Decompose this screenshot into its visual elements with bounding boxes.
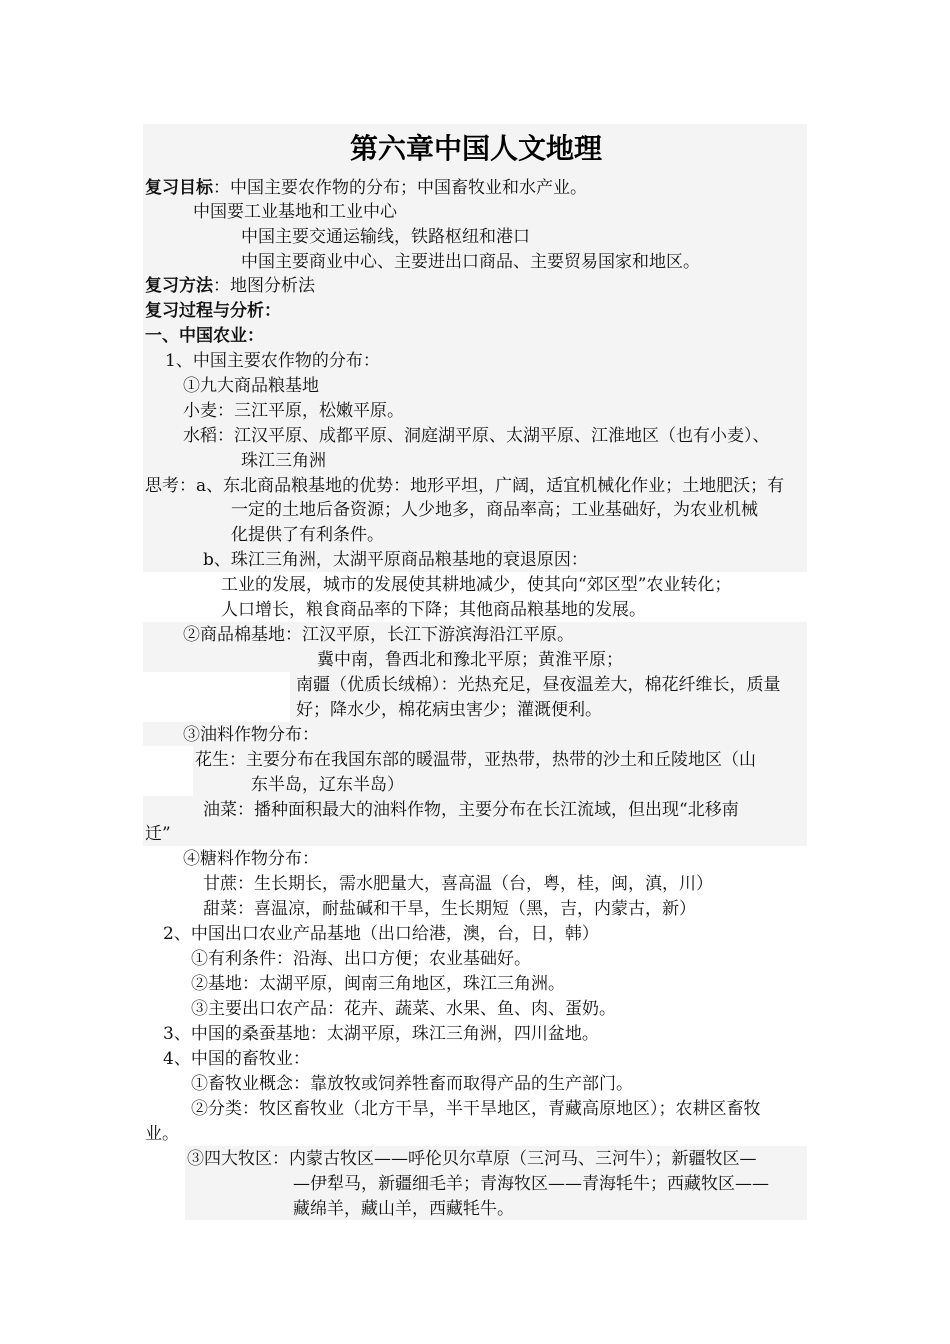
cotton-line-1: ②商品棉基地：江汉平原，长江下游滨海沿江平原。 (183, 625, 574, 645)
goals-line-1 (145, 176, 587, 200)
think-b-line-1: b、珠江三角洲，太湖平原商品粮基地的衰退原因： (203, 550, 588, 570)
pastoral-areas-line-2: —伊犁马，新疆细毛羊；青海牧区——青海牦牛；西藏牧区—— (293, 1174, 769, 1194)
think-b-line-2: 工业的发展，城市的发展使其耕地减少，使其向“郊区型”农业转化； (221, 575, 732, 595)
rice-line-2: 珠江三角洲 (241, 451, 326, 471)
think-b-line-3: 人口增长，粮食商品率的下降；其他商品粮基地的发展。 (221, 600, 646, 620)
think-a-line-1: 思考：a、东北商品粮基地的优势：地形平坦，广阔，适宜机械化作业；土地肥沃；有 (145, 476, 785, 496)
livestock-category-line-2: 业。 (145, 1124, 179, 1144)
think-a-line-3: 化提供了有利条件。 (231, 525, 384, 545)
method-text: ：地图分析法 (213, 276, 315, 296)
page-title: 第六章中国人文地理 (349, 132, 602, 165)
goals-line-3: 中国主要交通运输线，铁路枢纽和港口 (241, 227, 530, 247)
goals-line-2: 中国要工业基地和工业中心 (193, 202, 397, 222)
cotton-line-4: 好；降水少，棉花病虫害少；灌溉便利。 (296, 700, 602, 720)
goals-text-1: ：中国主要农作物的分布；中国畜牧业和水产业。 (213, 178, 587, 198)
grain-base-item: ①九大商品粮基地 (183, 376, 319, 396)
crops-heading: 1、中国主要农作物的分布： (165, 351, 380, 371)
wheat-line: 小麦：三江平原，松嫩平原。 (183, 401, 404, 421)
sugarcane-line: 甘蔗：生长期长，需水肥量大，喜高温（台，粤，桂，闽，滇，川） (203, 874, 713, 894)
livestock-category-line-1: ②分类：牧区畜牧业（北方干旱，半干旱地区，青藏高原地区）；农耕区畜牧 (191, 1099, 761, 1119)
rice-line-1: 水稻：江汉平原、成都平原、洞庭湖平原、太湖平原、江淮地区（也有小麦）、 (183, 426, 770, 446)
rape-line-1: 油菜：播种面积最大的油料作物，主要分布在长江流域，但出现“北移南 (203, 800, 739, 820)
goals-label: 复习目标 (145, 178, 213, 198)
pastoral-areas-line-3: 藏绵羊，藏山羊，西藏牦牛。 (293, 1199, 514, 1219)
export-base-line: ②基地：太湖平原，闽南三角地区，珠江三角洲。 (191, 974, 565, 994)
cotton-line-2: 冀中南，鲁西北和豫北平原；黄淮平原； (317, 650, 623, 670)
sugarbeet-line: 甜菜：喜温凉，耐盐碱和干旱，生长期短（黑，吉，内蒙古，新） (203, 899, 696, 919)
think-a-line-2: 一定的土地后备资源；人少地多，商品率高；工业基础好，为农业机械 (231, 500, 758, 520)
peanut-line-1: 花生：主要分布在我国东部的暖温带，亚热带，热带的沙土和丘陵地区（山 (195, 750, 756, 770)
livestock-heading: 4、中国的畜牧业： (163, 1049, 310, 1069)
rape-line-2: 迁” (145, 824, 171, 844)
cotton-line-3: 南疆（优质长绒棉）：光热充足，昼夜温差大，棉花纤维长，质量 (296, 675, 781, 695)
export-base-heading: 2、中国出口农业产品基地（出口给港，澳，台，日，韩） (163, 924, 599, 944)
livestock-concept-line: ①畜牧业概念：靠放牧或饲养牲畜而取得产品的生产部门。 (191, 1074, 633, 1094)
section-agriculture-heading: 一、中国农业： (145, 326, 264, 346)
silkworm-heading: 3、中国的桑蚕基地：太湖平原，珠江三角洲，四川盆地。 (163, 1024, 599, 1044)
export-condition-line: ①有利条件：沿海、出口方便；农业基础好。 (191, 949, 531, 969)
process-heading: 复习过程与分析： (145, 301, 281, 321)
export-products-line: ③主要出口农产品：花卉、蔬菜、水果、鱼、肉、蛋奶。 (191, 999, 616, 1019)
peanut-line-2: 东半岛，辽东半岛） (251, 775, 404, 795)
method-line (145, 274, 315, 298)
oil-crops-heading: ③油料作物分布： (183, 725, 319, 745)
pastoral-areas-line-1: ③四大牧区：内蒙古牧区——呼伦贝尔草原（三河马、三河牛）；新疆牧区— (187, 1149, 757, 1169)
method-label: 复习方法 (145, 276, 213, 296)
goals-line-4: 中国主要商业中心、主要进出口商品、主要贸易国家和地区。 (241, 252, 700, 272)
sugar-crops-heading: ④糖料作物分布： (183, 849, 319, 869)
